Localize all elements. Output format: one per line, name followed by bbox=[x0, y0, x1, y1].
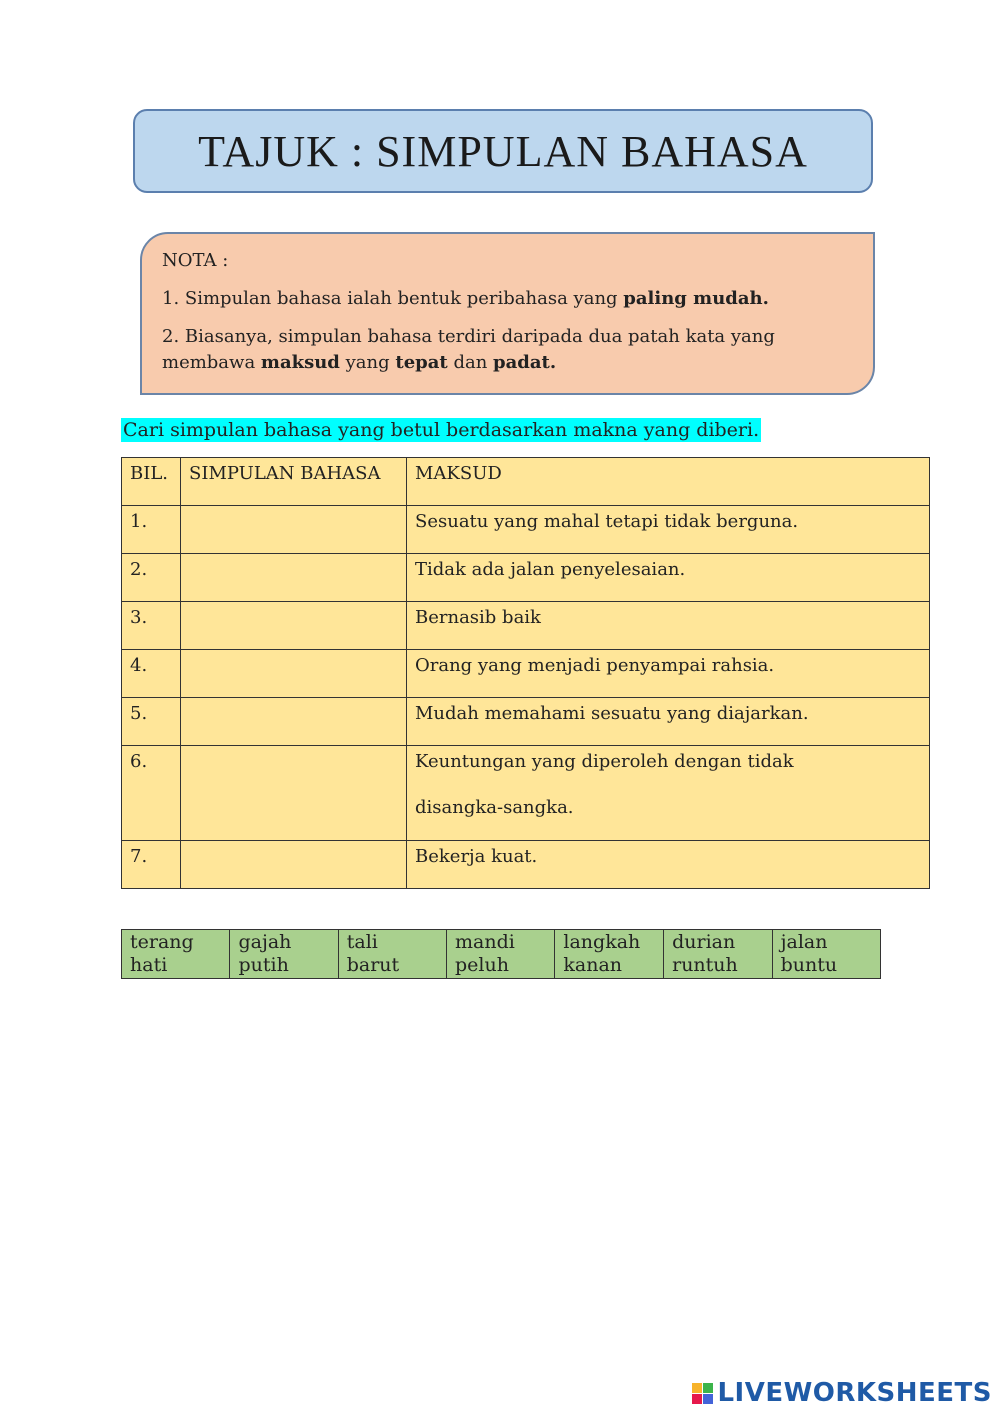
meaning-cell: Bernasib baik bbox=[407, 602, 930, 650]
answer-cell[interactable] bbox=[181, 506, 407, 554]
title-box bbox=[133, 109, 873, 193]
table-row bbox=[122, 746, 930, 841]
page-title: TAJUK : SIMPULAN BAHASA bbox=[198, 126, 808, 176]
table-row bbox=[122, 841, 930, 889]
row-number: 5. bbox=[122, 698, 181, 746]
word-bank-item[interactable]: durian runtuh bbox=[664, 930, 773, 979]
word-bank-item[interactable]: jalan buntu bbox=[772, 930, 880, 979]
header-simpulan: SIMPULAN BAHASA bbox=[181, 458, 407, 506]
nota-item-2: 2. Biasanya, simpulan bahasa terdiri daripada dua patah kata yang membawa maksud yang tepat dan padat. bbox=[162, 326, 775, 373]
answer-cell[interactable] bbox=[181, 650, 407, 698]
liveworksheets-logo-icon bbox=[692, 1383, 713, 1404]
word-bank-item[interactable]: tali barut bbox=[338, 930, 446, 979]
row-number: 7. bbox=[122, 841, 181, 889]
row-number: 2. bbox=[122, 554, 181, 602]
instruction: Cari simpulan bahasa yang betul berdasarkan makna yang diberi. bbox=[123, 419, 760, 441]
meaning-cell: Orang yang menjadi penyampai rahsia. bbox=[407, 650, 930, 698]
table-row bbox=[122, 698, 930, 746]
nota-heading: NOTA : bbox=[162, 250, 229, 271]
table-row bbox=[122, 554, 930, 602]
answer-cell[interactable] bbox=[181, 841, 407, 889]
header-bil: BIL. bbox=[122, 458, 181, 506]
answer-cell[interactable] bbox=[181, 698, 407, 746]
meaning-cell: Mudah memahami sesuatu yang diajarkan. bbox=[407, 698, 930, 746]
meaning-cell: Tidak ada jalan penyelesaian. bbox=[407, 554, 930, 602]
brand-text: LIVEWORKSHEETS bbox=[717, 1378, 992, 1408]
word-bank bbox=[121, 929, 881, 979]
row-number: 6. bbox=[122, 746, 181, 841]
row-number: 4. bbox=[122, 650, 181, 698]
table-row bbox=[122, 650, 930, 698]
row-number: 3. bbox=[122, 602, 181, 650]
header-maksud: MAKSUD bbox=[407, 458, 930, 506]
meaning-cell: Keuntungan yang diperoleh dengan tidak disangka-sangka. bbox=[407, 746, 930, 841]
table-row bbox=[122, 602, 930, 650]
table-row bbox=[122, 506, 930, 554]
word-bank-item[interactable]: langkah kanan bbox=[555, 930, 664, 979]
answer-cell[interactable] bbox=[181, 746, 407, 841]
liveworksheets-brand bbox=[692, 1378, 992, 1408]
answer-table bbox=[121, 457, 930, 889]
row-number: 1. bbox=[122, 506, 181, 554]
word-bank-item[interactable]: gajah putih bbox=[230, 930, 338, 979]
meaning-cell: Bekerja kuat. bbox=[407, 841, 930, 889]
meaning-cell: Sesuatu yang mahal tetapi tidak berguna. bbox=[407, 506, 930, 554]
word-bank-item[interactable]: mandi peluh bbox=[447, 930, 555, 979]
answer-cell[interactable] bbox=[181, 602, 407, 650]
answer-cell[interactable] bbox=[181, 554, 407, 602]
nota-box bbox=[140, 232, 875, 395]
nota-item-1: 1. Simpulan bahasa ialah bentuk peribahasa yang paling mudah. bbox=[162, 288, 769, 309]
table-header-row bbox=[122, 458, 930, 506]
word-bank-item[interactable]: terang hati bbox=[122, 930, 230, 979]
